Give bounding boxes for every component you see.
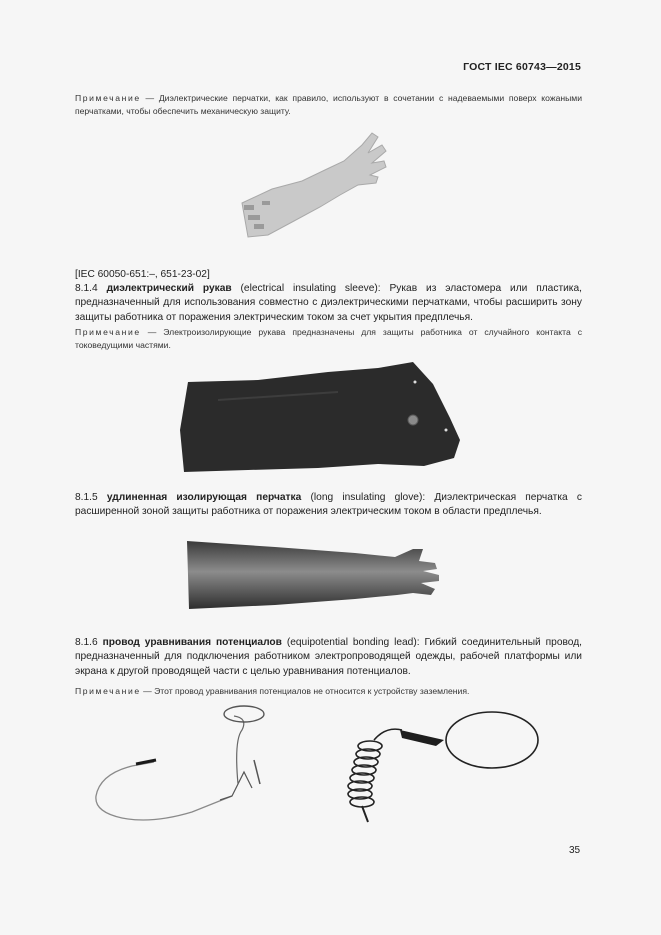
note-bonding-lead xyxy=(75,685,582,698)
clause-8-1-5 xyxy=(75,491,582,520)
clause-en-term: (equipotential bonding lead): xyxy=(281,637,425,648)
note-gloves xyxy=(75,92,582,117)
note-text: — Этот провод уравнивания потенциалов не относится к устройству заземления. xyxy=(140,686,470,696)
clause-8-1-4 xyxy=(75,282,582,325)
standard-header: ГОСТ IEC 60743—2015 xyxy=(463,61,581,73)
clause-number: 8.1.4 xyxy=(75,283,98,294)
clause-term: провод уравнивания потенциалов xyxy=(102,637,282,648)
note-label: Примечание xyxy=(75,327,141,337)
note-sleeves xyxy=(75,326,582,351)
clause-term: удлиненная изолирующая перчатка xyxy=(106,492,302,503)
note-label: Примечание xyxy=(75,686,141,696)
clause-definition: Рукав из эластомера или пластика, предназначенный для использования совместно с диэлектрическими перчатками, чтобы расширить зону защиты работника от поражения электрическим током за счет укрытия предплечья. xyxy=(75,283,582,323)
note-text: — Диэлектрические перчатки, как правило, используют в сочетании с надеваемыми поверх кожаными перчатками, чтобы обеспечить механическую защиту. xyxy=(75,93,582,116)
clause-8-1-6 xyxy=(75,636,582,679)
dielectric-glove-image xyxy=(232,125,392,245)
bonding-lead-image-right xyxy=(340,700,550,830)
page-number: 35 xyxy=(569,845,581,856)
clause-definition: Гибкий соединительный провод, предназначенный для подключения работником электропроводящей одежды, рабочей платформы или экрана к другой проводящей части с целью уравнивания потенциалов. xyxy=(75,637,582,677)
clause-en-term: (long insulating glove): xyxy=(301,492,435,503)
clause-definition: Диэлектрическая перчатка с расширенной зоной защиты работника от поражения электрическим током в области предплечья. xyxy=(75,492,582,518)
insulating-sleeve-image xyxy=(178,360,463,475)
clause-term: диэлектрический рукав xyxy=(106,283,232,294)
clause-number: 8.1.5 xyxy=(75,492,98,503)
note-text: — Электроизолирующие рукава предназначены для защиты работника от случайного контакта с токоведущими частями. xyxy=(75,327,582,350)
clause-en-term: (electrical insulating sleeve): xyxy=(231,283,390,294)
reference: [IEC 60050-651:–, 651-23-02] xyxy=(75,269,210,280)
bonding-lead-image-left xyxy=(92,700,272,830)
note-label: Примечание xyxy=(75,93,141,103)
clause-number: 8.1.6 xyxy=(75,637,98,648)
long-insulating-glove-image xyxy=(185,535,445,613)
